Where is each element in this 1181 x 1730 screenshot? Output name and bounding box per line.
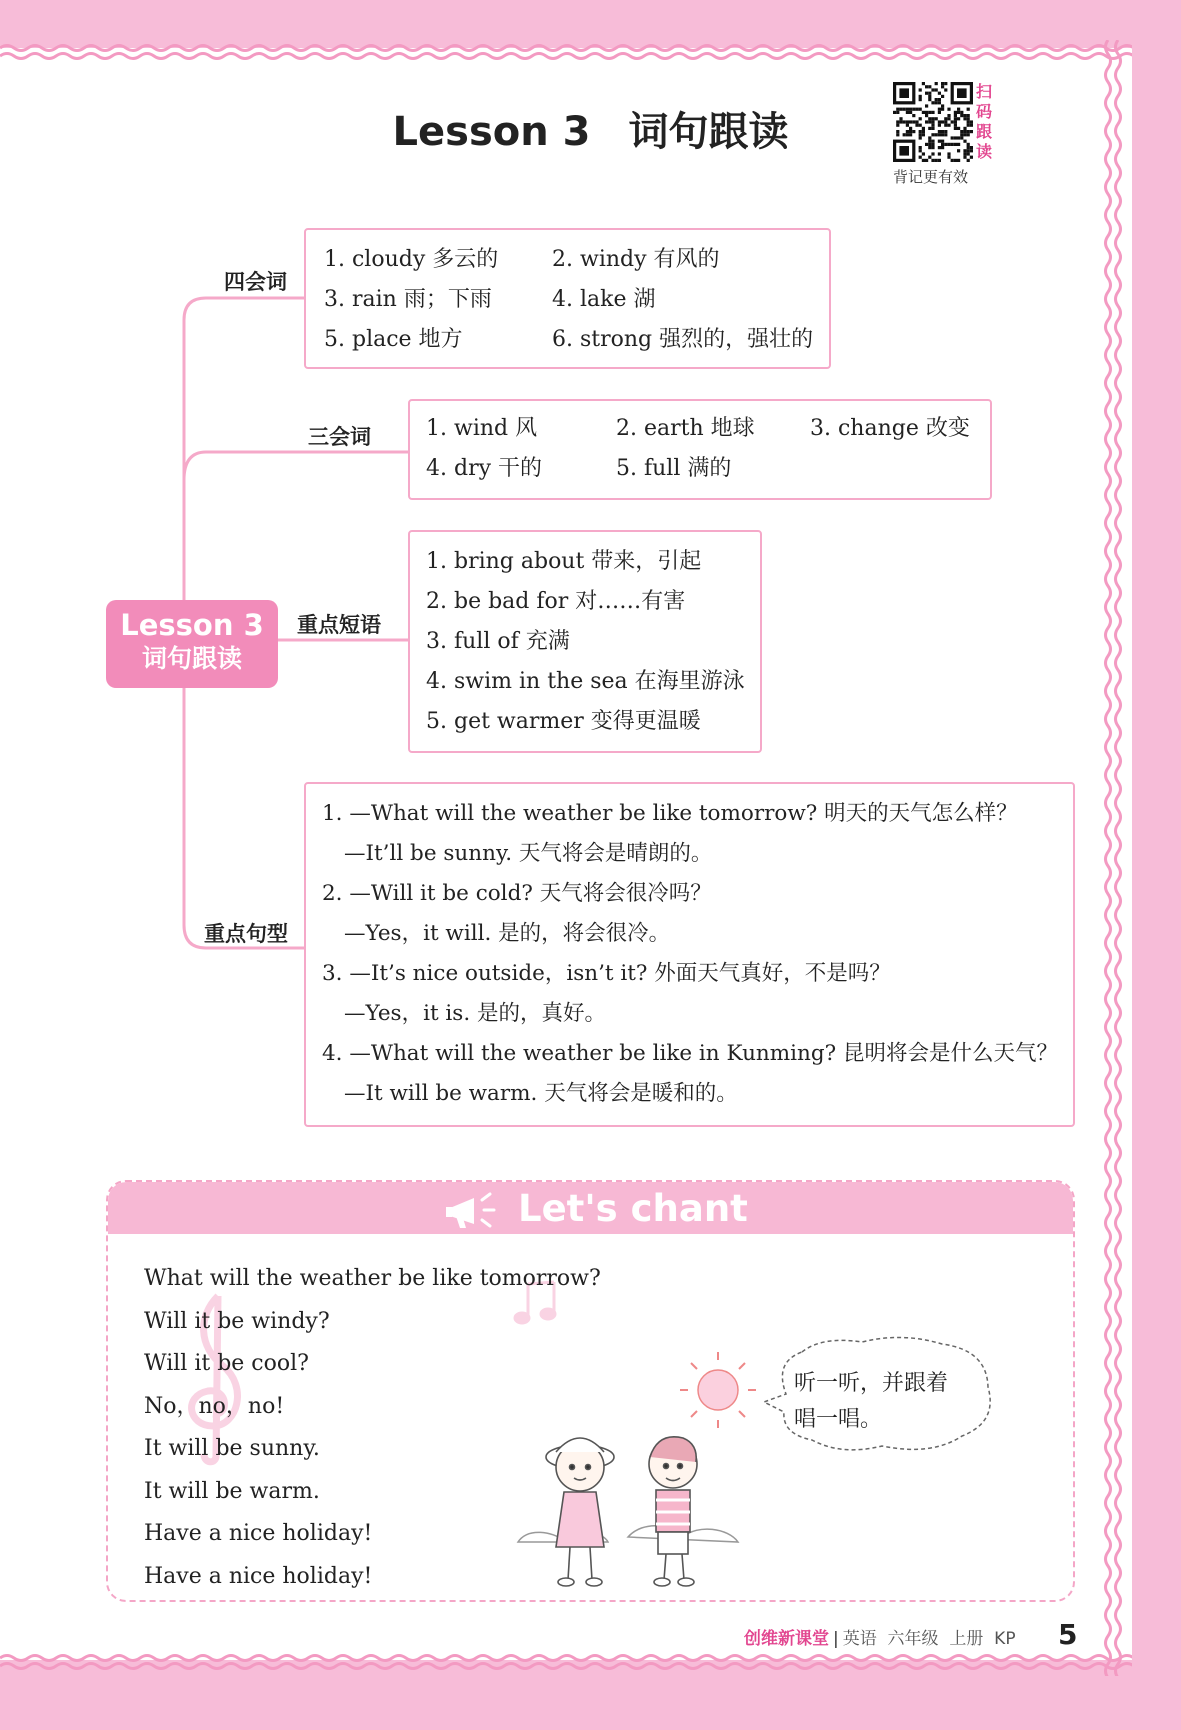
sentence-item: 2. —Will it be cold? 天气将会很冷吗？: [322, 881, 712, 906]
word-item: 6. strong 强烈的，强壮的: [552, 327, 814, 352]
title-cn: 词句跟读: [628, 109, 789, 155]
lets-chant-section: [106, 1180, 1075, 1602]
chant-line: It will be sunny.: [144, 1436, 320, 1461]
girl-figure: [546, 1438, 614, 1586]
qr-side-char: 跟: [976, 122, 993, 141]
word-item: 5. full 满的: [616, 456, 732, 481]
page-number: 5: [1058, 1618, 1078, 1651]
four-skill-words-box: [304, 228, 831, 369]
center-node-line1: Lesson 3: [120, 608, 264, 642]
phrase-item: 4. swim in the sea 在海里游泳: [426, 669, 745, 694]
qr-side-char: 读: [976, 142, 993, 161]
sentence-item: —It will be warm. 天气将会是暖和的。: [344, 1081, 738, 1106]
word-item: 1. cloudy 多云的: [324, 247, 499, 272]
sentence-item: 4. —What will the weather be like in Kunming? 昆明将会是什么天气？: [322, 1041, 1058, 1066]
chant-line: It will be warm.: [144, 1478, 320, 1504]
branch-label-key-sentences: 重点句型: [204, 922, 288, 946]
qr-side-char: 扫: [976, 82, 993, 101]
chant-line: Have a nice holiday!: [144, 1563, 373, 1589]
sentence-item: —Yes，it is. 是的，真好。: [344, 1001, 607, 1026]
mindmap-center-node: [106, 600, 278, 688]
sentence-item: —Yes，it will. 是的，将会很冷。: [344, 921, 671, 946]
word-item: 4. dry 干的: [426, 456, 543, 481]
chant-title: Let's chant: [518, 1187, 748, 1230]
chant-line: Have a nice holiday!: [144, 1521, 373, 1546]
footer-volume: 上册: [949, 1629, 984, 1649]
footer: 创维新课堂 | 英语 六年级 上册 KP: [744, 1629, 1016, 1649]
sentence-item: —It’ll be sunny. 天气将会是晴朗的。: [344, 841, 713, 866]
branch-label-key-phrases: 重点短语: [297, 613, 381, 637]
bubble-line: 听一听，并跟着: [794, 1371, 949, 1396]
sentence-item: 1. —What will the weather be like tomorrow? 明天的天气怎么样？: [322, 801, 1018, 826]
three-skill-words-box: [408, 399, 992, 500]
center-node-line2: 词句跟读: [141, 644, 242, 673]
word-item: 3. change 改变: [810, 416, 970, 441]
title-lesson: Lesson 3: [392, 109, 591, 155]
word-item: 3. rain 雨；下雨: [324, 287, 492, 312]
key-phrases-box: [408, 530, 762, 753]
word-item: 1. wind 风: [426, 416, 538, 441]
phrase-item: 5. get warmer 变得更温暖: [426, 709, 701, 734]
chant-line: No，no，no!: [144, 1393, 285, 1419]
footer-grade: 六年级: [887, 1629, 939, 1649]
megaphone-icon: [444, 1188, 510, 1234]
word-item: 2. earth 地球: [616, 416, 755, 441]
qr-side-char: 码: [976, 102, 993, 121]
sun-icon: [680, 1352, 756, 1428]
branch-label-four-skill-words: 四会词: [224, 270, 287, 294]
word-item: 5. place 地方: [324, 327, 463, 352]
phrase-item: 1. bring about 带来，引起: [426, 549, 702, 574]
sentence-item: 3. —It’s nice outside，isn’t it? 外面天气真好，不是吗？: [322, 961, 891, 986]
footer-subject: 英语: [842, 1629, 877, 1649]
chant-line: Will it be windy?: [144, 1308, 330, 1334]
chant-header: [108, 1182, 1073, 1234]
phrase-item: 3. full of 充满: [426, 629, 570, 654]
branch-label-three-skill-words: 三会词: [308, 425, 371, 449]
qr-caption: 背记更有效: [893, 168, 969, 186]
speech-bubble-text: [794, 1366, 948, 1438]
word-item: 4. lake 湖: [552, 287, 656, 312]
footer-brand: 创维新课堂: [744, 1629, 829, 1649]
word-item: 2. windy 有风的: [552, 247, 720, 272]
key-sentences-box: [304, 782, 1075, 1127]
phrase-item: 2. be bad for 对……有害: [426, 589, 686, 614]
bubble-line: 唱一唱。: [794, 1407, 883, 1432]
chant-line: Will it be cool?: [144, 1351, 309, 1376]
chant-line: What will the weather be like tomorrow?: [144, 1266, 601, 1291]
footer-edition: KP: [994, 1629, 1016, 1649]
boy-figure: [649, 1437, 697, 1586]
